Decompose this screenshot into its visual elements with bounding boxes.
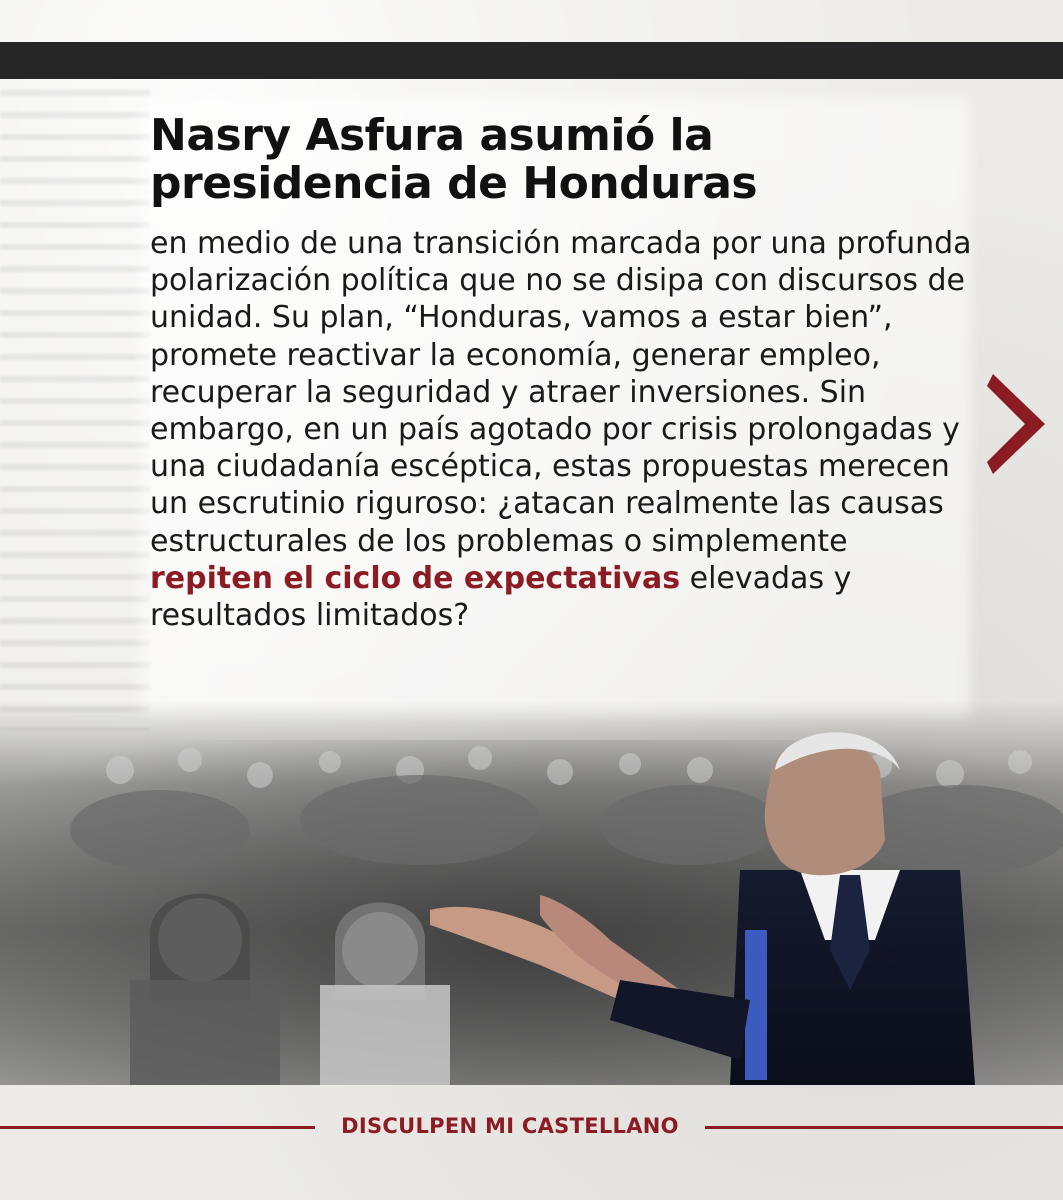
brand-logo-text: DISCULPEN MI CASTELLANO — [341, 1114, 679, 1138]
headline-line-1: Nasry Asfura asumió la — [150, 110, 714, 161]
body-paragraph — [150, 225, 980, 634]
headline — [150, 112, 970, 208]
bottom-rule-right — [705, 1126, 1063, 1129]
headline-line-2: presidencia de Honduras — [150, 158, 758, 209]
photo-area — [0, 700, 1063, 1085]
body-text-part-1: en medio de una transición marcada por una profunda polarización política que no se disipa con discursos de unidad. Su plan, “Honduras, vamos a estar bien”, promete reactivar la economía, generar empleo, recuperar la seguridad y atraer inversiones. Sin embargo, en un país agotado por crisis prolongadas y una ciudadanía escéptica, estas propuestas merecen un escrutinio riguroso: ¿atacan realmente las causas estructurales de los problemas o simplemente — [150, 226, 972, 559]
crowd-photo-illustration — [0, 700, 1063, 1085]
body-highlight: repiten el ciclo de expectativas — [150, 560, 681, 596]
top-bar — [0, 42, 1063, 79]
newspaper-clipping-texture — [0, 90, 150, 730]
chevron-right-icon — [985, 372, 1049, 476]
next-slide-button[interactable] — [985, 372, 1049, 476]
body-text-part-2: elevadas y resultados limitados? — [150, 560, 852, 634]
bottom-rule-left — [0, 1126, 315, 1129]
